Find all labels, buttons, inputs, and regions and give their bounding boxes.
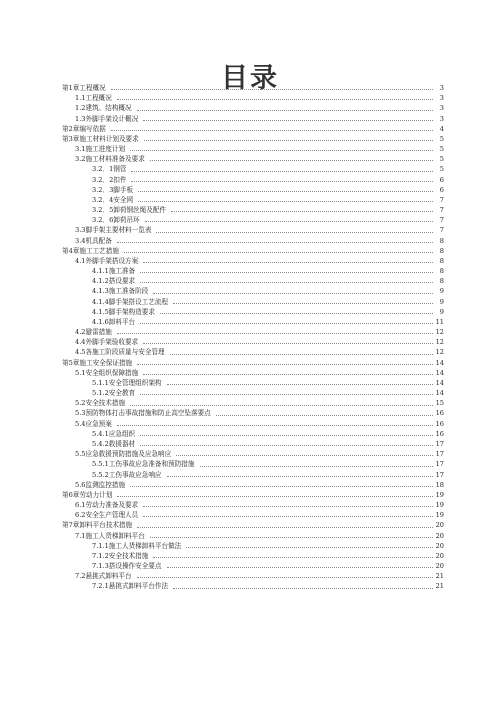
toc-entry-page-number: 16: [435, 409, 444, 418]
dot-leader: [137, 577, 433, 578]
toc-entry-page-number: 5: [439, 165, 444, 174]
toc-entry-label: 3.2．6卸荷吊环: [92, 216, 140, 225]
toc-entry-page-number: 8: [439, 236, 444, 245]
toc-entry-level-2[interactable]: [0, 571, 500, 581]
toc-entry-page-number: 20: [435, 531, 444, 540]
toc-entry-page-number: 9: [439, 287, 444, 296]
toc-entry-level-2[interactable]: [0, 144, 500, 154]
toc-entry-level-3[interactable]: [0, 205, 500, 215]
toc-entry-label: 5.1.1安全管理组织架构: [92, 378, 162, 387]
toc-entry-page-number: 20: [435, 521, 444, 530]
toc-entry-page-number: 12: [435, 348, 444, 357]
toc-entry-page-number: 17: [435, 440, 444, 448]
dot-leader: [173, 303, 433, 304]
toc-entry-label: 3.4机具配备: [75, 236, 112, 245]
toc-entry-page-number: 3: [439, 83, 444, 92]
toc-entry-level-2[interactable]: [0, 398, 500, 408]
toc-entry-page-number: 9: [439, 307, 444, 316]
toc-entry-label: 5.5应急救援预防措施及应急响应: [75, 450, 172, 459]
toc-entry-level-1[interactable]: [0, 246, 500, 256]
toc-entry-label: 3.2．4安全网: [92, 195, 134, 204]
toc-entry-level-2[interactable]: [0, 256, 500, 266]
toc-entry-page-number: 8: [439, 267, 444, 276]
toc-entry-page-number: 15: [435, 399, 444, 408]
toc-entry-label: 4.1.1施工准备: [92, 267, 136, 276]
toc-entry-label: 4.1.2搭设要求: [92, 277, 136, 286]
toc-entry-page-number: 19: [435, 511, 444, 520]
dot-leader: [140, 435, 432, 436]
toc-entry-label: 4.1.3施工准备阶段: [92, 287, 149, 296]
toc-entry-label: 4.4外脚手架验收要求: [75, 338, 139, 347]
toc-entry-label: 7.1.2安全技术措施: [92, 551, 149, 560]
dot-leader: [130, 486, 433, 487]
toc-entry-page-number: 21: [435, 572, 444, 581]
toc-entry-level-2[interactable]: [0, 510, 500, 520]
toc-entry-page-number: 9: [439, 297, 444, 306]
dot-leader: [124, 252, 433, 253]
dot-leader: [111, 89, 433, 90]
toc-entry-level-3[interactable]: [0, 266, 500, 276]
dot-leader: [170, 354, 433, 355]
toc-entry-page-number: 12: [435, 338, 444, 347]
toc-entry-page-number: 3: [439, 114, 444, 123]
table-of-contents: [0, 83, 500, 592]
toc-entry-level-3[interactable]: [0, 459, 500, 469]
toc-entry-level-2[interactable]: [0, 409, 500, 419]
toc-entry-page-number: 4: [439, 124, 444, 133]
toc-entry-level-3[interactable]: [0, 388, 500, 398]
dot-leader: [173, 588, 432, 589]
toc-entry-label: 第7章卸料平台技术措施: [62, 521, 133, 530]
dot-leader: [143, 343, 432, 344]
toc-entry-level-2[interactable]: [0, 531, 500, 541]
toc-entry-level-1[interactable]: [0, 134, 500, 144]
dot-leader: [117, 99, 433, 100]
dot-leader: [216, 415, 433, 416]
toc-entry-page-number: 21: [435, 582, 444, 591]
toc-entry-label: 5.6监测监控措施: [75, 480, 126, 489]
toc-entry-page-number: 3: [439, 94, 444, 103]
toc-entry-level-3[interactable]: [0, 185, 500, 195]
toc-entry-page-number: 7: [439, 226, 444, 235]
toc-entry-page-number: 20: [435, 562, 444, 571]
toc-entry-label: 4.5各施工阶段质量与安全管理: [75, 348, 165, 357]
toc-entry-level-1[interactable]: [0, 124, 500, 134]
toc-entry-level-2[interactable]: [0, 103, 500, 113]
toc-entry-label: 6.1劳动力准备及要求: [75, 501, 139, 510]
dot-leader: [143, 262, 433, 263]
toc-entry-page-number: 14: [435, 368, 444, 377]
toc-entry-level-2[interactable]: [0, 236, 500, 246]
toc-entry-page-number: 17: [435, 450, 444, 459]
toc-entry-level-1[interactable]: [0, 490, 500, 500]
dot-leader: [138, 201, 433, 202]
toc-entry-level-2[interactable]: [0, 347, 500, 357]
toc-entry-label: 3.2．3脚手板: [92, 185, 134, 194]
toc-entry-level-3[interactable]: [0, 378, 500, 388]
dot-leader: [150, 537, 433, 538]
toc-entry-level-3[interactable]: [0, 541, 500, 551]
toc-entry-level-3[interactable]: [0, 470, 500, 480]
dot-leader: [137, 527, 432, 528]
toc-entry-label: 3.2．1钢管: [92, 165, 127, 174]
toc-entry-label: 7.2悬挑式卸料平台: [75, 572, 132, 581]
toc-entry-label: 5.1安全组织保障措施: [75, 368, 139, 377]
toc-entry-page-number: 3: [439, 104, 444, 113]
toc-entry-label: 7.1施工人货梯卸料平台: [75, 531, 145, 540]
toc-entry-label: 4.1.6卸料平台: [92, 317, 136, 326]
toc-entry-label: 6.2安全生产管理人员: [75, 511, 139, 520]
toc-entry-page-number: 8: [439, 277, 444, 286]
toc-entry-page-number: 5: [439, 134, 444, 143]
toc-entry-label: 3.2施工材料准备及要求: [75, 155, 145, 164]
toc-entry-page-number: 7: [439, 206, 444, 215]
dot-leader: [130, 150, 433, 151]
toc-entry-label: 7.2.1悬挑式卸料平台作法: [92, 582, 169, 591]
dot-leader: [117, 333, 433, 334]
toc-entry-level-2[interactable]: [0, 225, 500, 235]
toc-entry-page-number: 16: [435, 429, 444, 438]
toc-entry-label: 1.1工程概况: [75, 94, 112, 103]
toc-entry-level-2[interactable]: [0, 337, 500, 347]
dot-leader: [140, 282, 433, 283]
dot-leader: [140, 394, 432, 395]
dot-leader: [140, 445, 432, 446]
toc-entry-page-number: 19: [435, 490, 444, 499]
toc-entry-label: 4.1外脚手架搭设方案: [75, 256, 139, 265]
toc-entry-page-number: 6: [439, 185, 444, 194]
toc-entry-level-3[interactable]: [0, 276, 500, 286]
toc-entry-level-3[interactable]: [0, 429, 500, 439]
toc-entry-label: 5.4应急预案: [75, 419, 112, 428]
toc-entry-level-3[interactable]: [0, 307, 500, 317]
dot-leader: [167, 476, 433, 477]
page-title: 目录: [221, 63, 279, 95]
dot-leader: [117, 496, 432, 497]
toc-entry-page-number: 17: [435, 470, 444, 479]
toc-entry-level-3[interactable]: [0, 164, 500, 174]
toc-entry-label: 5.2安全技术措施: [75, 399, 126, 408]
toc-entry-level-2[interactable]: [0, 480, 500, 490]
dot-leader: [167, 567, 433, 568]
dot-leader: [144, 140, 433, 141]
dot-leader: [145, 221, 433, 222]
toc-entry-page-number: 20: [435, 551, 444, 560]
toc-entry-level-2[interactable]: [0, 93, 500, 103]
dot-leader: [111, 130, 433, 131]
dot-leader: [143, 506, 432, 507]
dot-leader: [143, 374, 432, 375]
toc-entry-label: 1.2建筑、结构概况: [75, 104, 132, 113]
toc-entry-level-3[interactable]: [0, 297, 500, 307]
toc-entry-page-number: 6: [439, 175, 444, 184]
toc-entry-label: 5.3预防物体打击事故措施和防止高空坠落要点: [75, 409, 211, 418]
toc-entry-label: 3.3脚手架主要材料一览表: [75, 226, 152, 235]
toc-entry-level-2[interactable]: [0, 500, 500, 510]
dot-leader: [167, 384, 433, 385]
toc-entry-level-2[interactable]: [0, 114, 500, 124]
toc-entry-label: 5.5.2工伤事故应急响应: [92, 470, 162, 479]
dot-leader: [140, 323, 432, 324]
toc-entry-label: 第4章施工工艺措施: [62, 246, 119, 255]
toc-entry-page-number: 16: [435, 419, 444, 428]
toc-entry-page-number: 12: [435, 328, 444, 337]
toc-entry-level-2[interactable]: [0, 327, 500, 337]
toc-entry-level-1[interactable]: [0, 520, 500, 530]
toc-entry-level-3[interactable]: [0, 439, 500, 449]
dot-leader: [153, 557, 432, 558]
dot-leader: [200, 466, 433, 467]
toc-entry-page-number: 8: [439, 246, 444, 255]
dot-leader: [160, 313, 433, 314]
toc-entry-label: 4.1.4脚手架搭设工艺流程: [92, 297, 169, 306]
toc-entry-level-3[interactable]: [0, 215, 500, 225]
toc-entry-label: 7.1.1施工人货梯卸料平台做法: [92, 541, 182, 550]
dot-leader: [140, 272, 433, 273]
toc-entry-label: 4.2避雷措施: [75, 328, 112, 337]
dot-leader: [137, 110, 433, 111]
dot-leader: [117, 425, 433, 426]
toc-entry-level-2[interactable]: [0, 419, 500, 429]
toc-entry-level-3[interactable]: [0, 551, 500, 561]
toc-entry-label: 5.1.2安全教育: [92, 389, 136, 398]
toc-entry-page-number: 11: [435, 317, 444, 326]
toc-entry-page-number: 20: [435, 541, 444, 550]
dot-leader: [137, 364, 432, 365]
toc-entry-page-number: 17: [435, 460, 444, 469]
toc-entry-page-number: 19: [435, 501, 444, 510]
toc-entry-label: 5.4.2救援器材: [92, 440, 136, 448]
toc-entry-label: 3.2．2扣件: [92, 175, 127, 184]
dot-leader: [143, 120, 433, 121]
toc-entry-level-3[interactable]: [0, 195, 500, 205]
dot-leader: [131, 171, 433, 172]
toc-entry-page-number: 8: [439, 256, 444, 265]
toc-entry-level-1[interactable]: [0, 358, 500, 368]
toc-entry-page-number: 14: [435, 389, 444, 398]
toc-entry-label: 7.1.3搭设操作安全要点: [92, 562, 162, 571]
toc-entry-level-3[interactable]: [0, 581, 500, 591]
dot-leader: [138, 191, 433, 192]
toc-entry-label: 1.3外脚手架设计概况: [75, 114, 139, 123]
dot-leader: [130, 405, 433, 406]
dot-leader: [153, 293, 433, 294]
toc-entry-level-3[interactable]: [0, 561, 500, 571]
dot-leader: [150, 160, 433, 161]
toc-entry-label: 第1章工程概况: [62, 83, 106, 92]
toc-entry-label: 第3章施工材料计划及要求: [62, 134, 139, 143]
dot-leader: [156, 232, 433, 233]
toc-entry-label: 3.1施工进度计划: [75, 145, 126, 154]
toc-entry-label: 3.2．5卸荷钢丝绳及配件: [92, 206, 167, 215]
toc-entry-page-number: 14: [435, 378, 444, 387]
toc-entry-level-3[interactable]: [0, 175, 500, 185]
dot-leader: [143, 516, 432, 517]
dot-leader: [171, 211, 433, 212]
dot-leader: [176, 455, 432, 456]
toc-entry-level-2[interactable]: [0, 449, 500, 459]
toc-entry-level-3[interactable]: [0, 317, 500, 327]
toc-entry-page-number: 7: [439, 216, 444, 225]
dot-leader: [131, 181, 433, 182]
toc-entry-level-1[interactable]: [0, 83, 500, 93]
toc-entry-level-2[interactable]: [0, 154, 500, 164]
toc-entry-label: 第5章施工安全保证措施: [62, 358, 133, 367]
dot-leader: [186, 547, 432, 548]
toc-entry-label: 第6章劳动力计划: [62, 490, 113, 499]
dot-leader: [117, 242, 433, 243]
toc-entry-level-3[interactable]: [0, 286, 500, 296]
toc-entry-page-number: 7: [439, 195, 444, 204]
toc-entry-label: 5.5.1工伤事故应急准备和预防措施: [92, 460, 195, 469]
toc-entry-level-2[interactable]: [0, 368, 500, 378]
toc-entry-page-number: 14: [435, 358, 444, 367]
toc-entry-label: 4.1.5脚手架构造要求: [92, 307, 155, 316]
toc-entry-label: 第2章编写依据: [62, 124, 106, 133]
toc-entry-page-number: 18: [435, 480, 444, 489]
toc-entry-label: 5.4.1应急组织: [92, 429, 136, 438]
toc-entry-page-number: 5: [439, 155, 444, 164]
toc-entry-page-number: 5: [439, 145, 444, 154]
